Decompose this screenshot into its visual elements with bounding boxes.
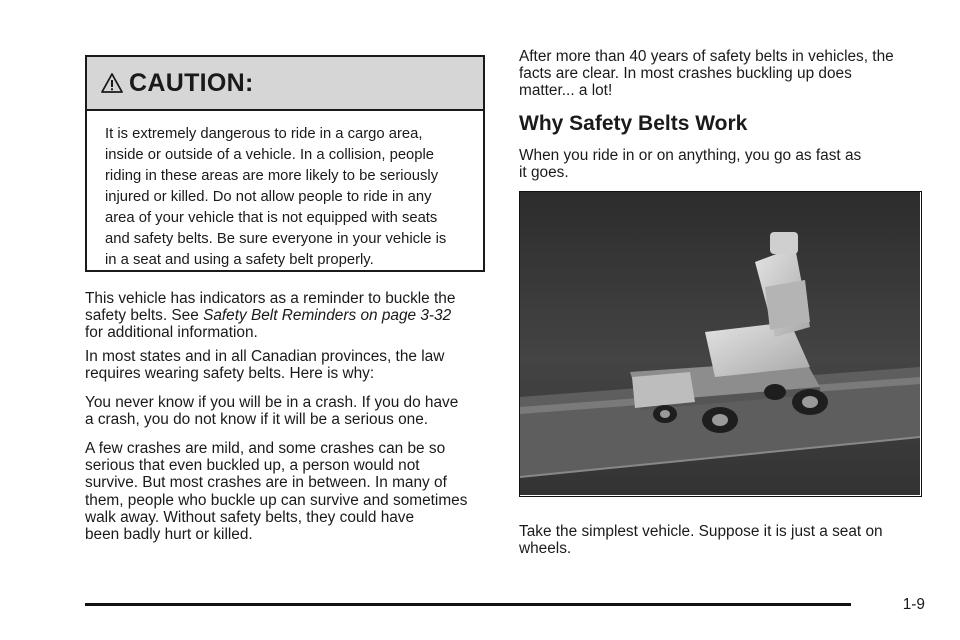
law-paragraph bbox=[85, 348, 495, 382]
text-line: You never know if you will be in a crash. If you do have bbox=[85, 394, 459, 411]
text-line: In most states and in all Canadian provinces, the law bbox=[85, 348, 445, 365]
text-line: survive. But most crashes are in between. In many of bbox=[85, 474, 447, 492]
caution-text bbox=[87, 111, 483, 271]
text-line bbox=[85, 307, 495, 324]
caption-paragraph bbox=[519, 523, 929, 557]
caution-line: and safety belts. Be sure everyone in your vehicle is bbox=[105, 231, 447, 247]
text-line: wheels. bbox=[519, 540, 572, 558]
crash-paragraph bbox=[85, 394, 495, 428]
caution-line: area of your vehicle that is not equipped with seats bbox=[105, 210, 438, 226]
safety-belt-reminders-link[interactable]: Safety Belt Reminders on page 3-32 bbox=[203, 307, 452, 325]
text-line: a crash, you do not know if it will be a serious one. bbox=[85, 411, 429, 429]
text-line: walk away. Without safety belts, they could have bbox=[85, 508, 415, 526]
section-paragraph bbox=[519, 147, 929, 181]
text-line: Take the simplest vehicle. Suppose it is just a seat on bbox=[519, 523, 883, 540]
text-line: facts are clear. In most crashes buckling up does bbox=[519, 65, 852, 83]
mild-crashes-paragraph bbox=[85, 440, 495, 543]
illustration-drawing bbox=[520, 192, 920, 495]
section-title: Why Safety Belts Work bbox=[519, 112, 748, 135]
caution-line: in a seat and using a safety belt properly. bbox=[105, 252, 374, 268]
footer-rule bbox=[85, 603, 851, 606]
text-line: After more than 40 years of safety belts in vehicles, the bbox=[519, 48, 894, 65]
caution-line: It is extremely dangerous to ride in a cargo area, bbox=[105, 126, 423, 142]
text-line: When you ride in or on anything, you go as fast as bbox=[519, 147, 862, 164]
caution-box bbox=[85, 55, 485, 272]
text-span: safety belts. See bbox=[85, 307, 204, 325]
text-line: requires wearing safety belts. Here is why: bbox=[85, 365, 375, 383]
text-line: them, people who buckle up can survive and sometimes bbox=[85, 491, 468, 509]
caution-line: riding in these areas are more likely to be seriously bbox=[105, 168, 439, 184]
warning-triangle-icon bbox=[101, 72, 123, 94]
caution-header bbox=[87, 57, 483, 111]
text-line: been badly hurt or killed. bbox=[85, 526, 253, 544]
seat-on-wheels-illustration bbox=[519, 191, 922, 497]
page-number: 1-9 bbox=[902, 596, 925, 613]
text-line: matter... a lot! bbox=[519, 82, 613, 100]
caution-line: inside or outside of a vehicle. In a collision, people bbox=[105, 147, 435, 163]
text-line: serious that even buckled up, a person would not bbox=[85, 457, 420, 475]
text-line: This vehicle has indicators as a reminder to buckle the bbox=[85, 290, 456, 307]
text-line: for additional information. bbox=[85, 324, 258, 342]
text-line: it goes. bbox=[519, 164, 569, 182]
caution-title: CAUTION: bbox=[129, 68, 254, 97]
indicators-paragraph bbox=[85, 290, 495, 342]
caution-line: injured or killed. Do not allow people to ride in any bbox=[105, 189, 432, 205]
text-line: A few crashes are mild, and some crashes can be so bbox=[85, 440, 446, 457]
intro-paragraph bbox=[519, 48, 929, 100]
